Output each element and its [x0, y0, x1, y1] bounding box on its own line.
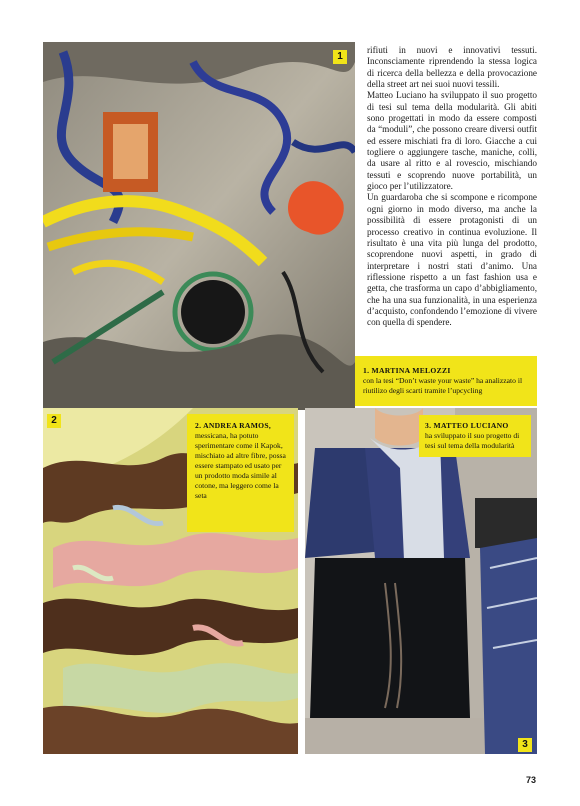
caption-matteo-luciano: [419, 415, 531, 457]
photo-number-badge: 1: [333, 50, 347, 64]
caption-text: ha sviluppato il suo progetto di tesi sul tema della modularità: [425, 431, 520, 450]
photo-number-badge: 2: [47, 414, 61, 428]
photo-embroidered-mesh: [43, 42, 355, 410]
photo-modular-outfit: [305, 408, 537, 754]
article-body: [367, 45, 537, 329]
caption-name: 3. MATTEO LUCIANO: [425, 421, 509, 430]
caption-text: con la tesi “Don’t waste your waste” ha analizzato il riutilizo degli scarti tramite l’upcycling: [363, 376, 523, 395]
article-paragraph: rifiuti in nuovi e innovativi tessuti. Inconsciamente riprendendo la stessa logica di ricerca della bellezza e della provocazione della street art nei suoi nuovi tessili.: [367, 45, 537, 90]
caption-name: 1. MARTINA MELOZZI: [363, 366, 451, 375]
caption-andrea-ramos: [187, 414, 294, 532]
caption-name: 2. ANDREA RAMOS,: [195, 421, 272, 430]
article-paragraph: Matteo Luciano ha sviluppato il suo progetto di tesi sul tema della modularità. Gli abiti sono progettati in modo da essere composti da “moduli”, che possono creare diversi outfit ed essere mischiati fra di loro. Giacche a cui togliere o aggiungere tasche, maniche, colli, da usare al ritto e al rovescio, mischiando tessuti e scoprendo nuove portabilità, un gioco per l’utilizzatore.: [367, 90, 537, 192]
caption-text: messicana, ha potuto sperimentare come il Kapok, mischiato ad altre fibre, possa essere stampato ed usato per un prodotto moda simile al cotone, ma leggero come la seta: [195, 431, 286, 500]
article-paragraph: Un guardaroba che si scompone e ricompone ogni giorno in modo diverso, ma anche la possibilità di essere protagonisti di un processo creativo in continua evoluzione. Il risultato è una vita più lunga del prodotto, scoprendone nuovi aspetti, in grado di interpretare i nostri stati d’animo. Una riflessione rispetto a un fast fashion usa e getta, che trasforma un capo d’abbigliamento, che ha una sua funzionalità, in una esperienza d’acquisto, confondendo l’emozione di vivere con quella di spendere.: [367, 192, 537, 328]
caption-martina-melozzi: [355, 356, 537, 406]
page-number: 73: [525, 775, 536, 785]
photo-number-badge: 3: [518, 738, 532, 752]
